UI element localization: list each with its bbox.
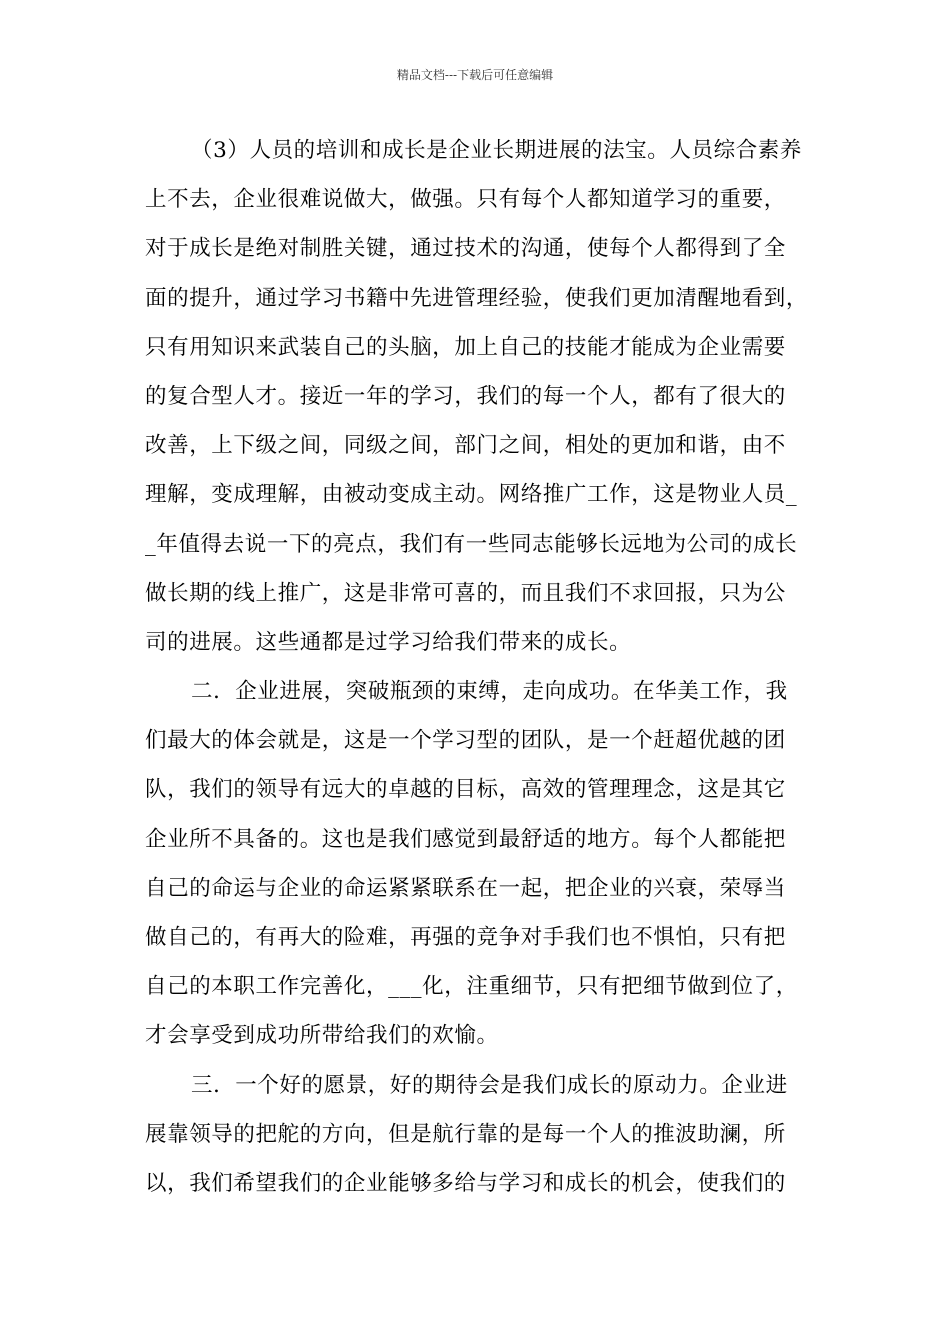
paragraph-line: （3）人员的培训和成长是企业长期进展的法宝。人员综合素养: [191, 138, 802, 163]
page-header: 精品文档---下载后可任意编辑: [396, 68, 554, 82]
document-body: [145, 126, 809, 1208]
paragraph-line: 队，我们的领导有远大的卓越的目标，高效的管理理念，这是其它: [145, 777, 786, 803]
paragraph-line: 以，我们希望我们的企业能够多给与学习和成长的机会，使我们的: [145, 1170, 786, 1196]
paragraph-line: 做长期的线上推广，这是非常可喜的，而且我们不求回报，只为公: [145, 580, 786, 606]
paragraph-line: 上不去，企业很难说做大，做强。只有每个人都知道学习的重要，: [145, 187, 786, 213]
paragraph-line: 改善，上下级之间，同级之间，部门之间，相处的更加和谐，由不: [145, 433, 786, 459]
paragraph-line: 做自己的，有再大的险难，再强的竞争对手我们也不惧怕，只有把: [145, 925, 786, 950]
paragraph-line: 只有用知识来武装自己的头脑，加上自己的技能才能成为企业需要: [145, 334, 786, 360]
paragraph-line: 的复合型人才。接近一年的学习，我们的每一个人，都有了很大的: [145, 383, 786, 409]
paragraph-line: 们最大的体会就是，这是一个学习型的团队，是一个赶超优越的团: [145, 728, 786, 754]
paragraph-line: 企业所不具备的。这也是我们感觉到最舒适的地方。每个人都能把: [145, 826, 786, 852]
paragraph-line: _年值得去说一下的亮点，我们有一些同志能够长远地为公司的成长: [145, 531, 798, 557]
paragraph-line: 才会享受到成功所带给我们的欢愉。: [145, 1023, 499, 1049]
paragraph-line: 二．企业进展，突破瓶颈的束缚，走向成功。在华美工作，我: [191, 679, 788, 705]
paragraph-line: 理解，变成理解，由被动变成主动。网络推广工作，这是物业人员_: [145, 482, 798, 508]
paragraph-line: 对于成长是绝对制胜关键，通过技术的沟通，使每个人都得到了全: [145, 236, 786, 262]
paragraph-line: 司的进展。这些通都是过学习给我们带来的成长。: [145, 629, 632, 655]
paragraph-line: 面的提升，通过学习书籍中先进管理经验，使我们更加清醒地看到，: [145, 285, 809, 311]
paragraph-line: 自己的命运与企业的命运紧紧联系在一起，把企业的兴衰，荣辱当: [145, 875, 786, 901]
paragraph-line: 自己的本职工作完善化，___化，注重细节，只有把细节做到位了，: [145, 974, 798, 1000]
paragraph-line: 展靠领导的把舵的方向，但是航行靠的是每一个人的推波助澜，所: [145, 1121, 786, 1147]
paragraph-line: 三．一个好的愿景，好的期待会是我们成长的原动力。企业进: [191, 1072, 788, 1098]
